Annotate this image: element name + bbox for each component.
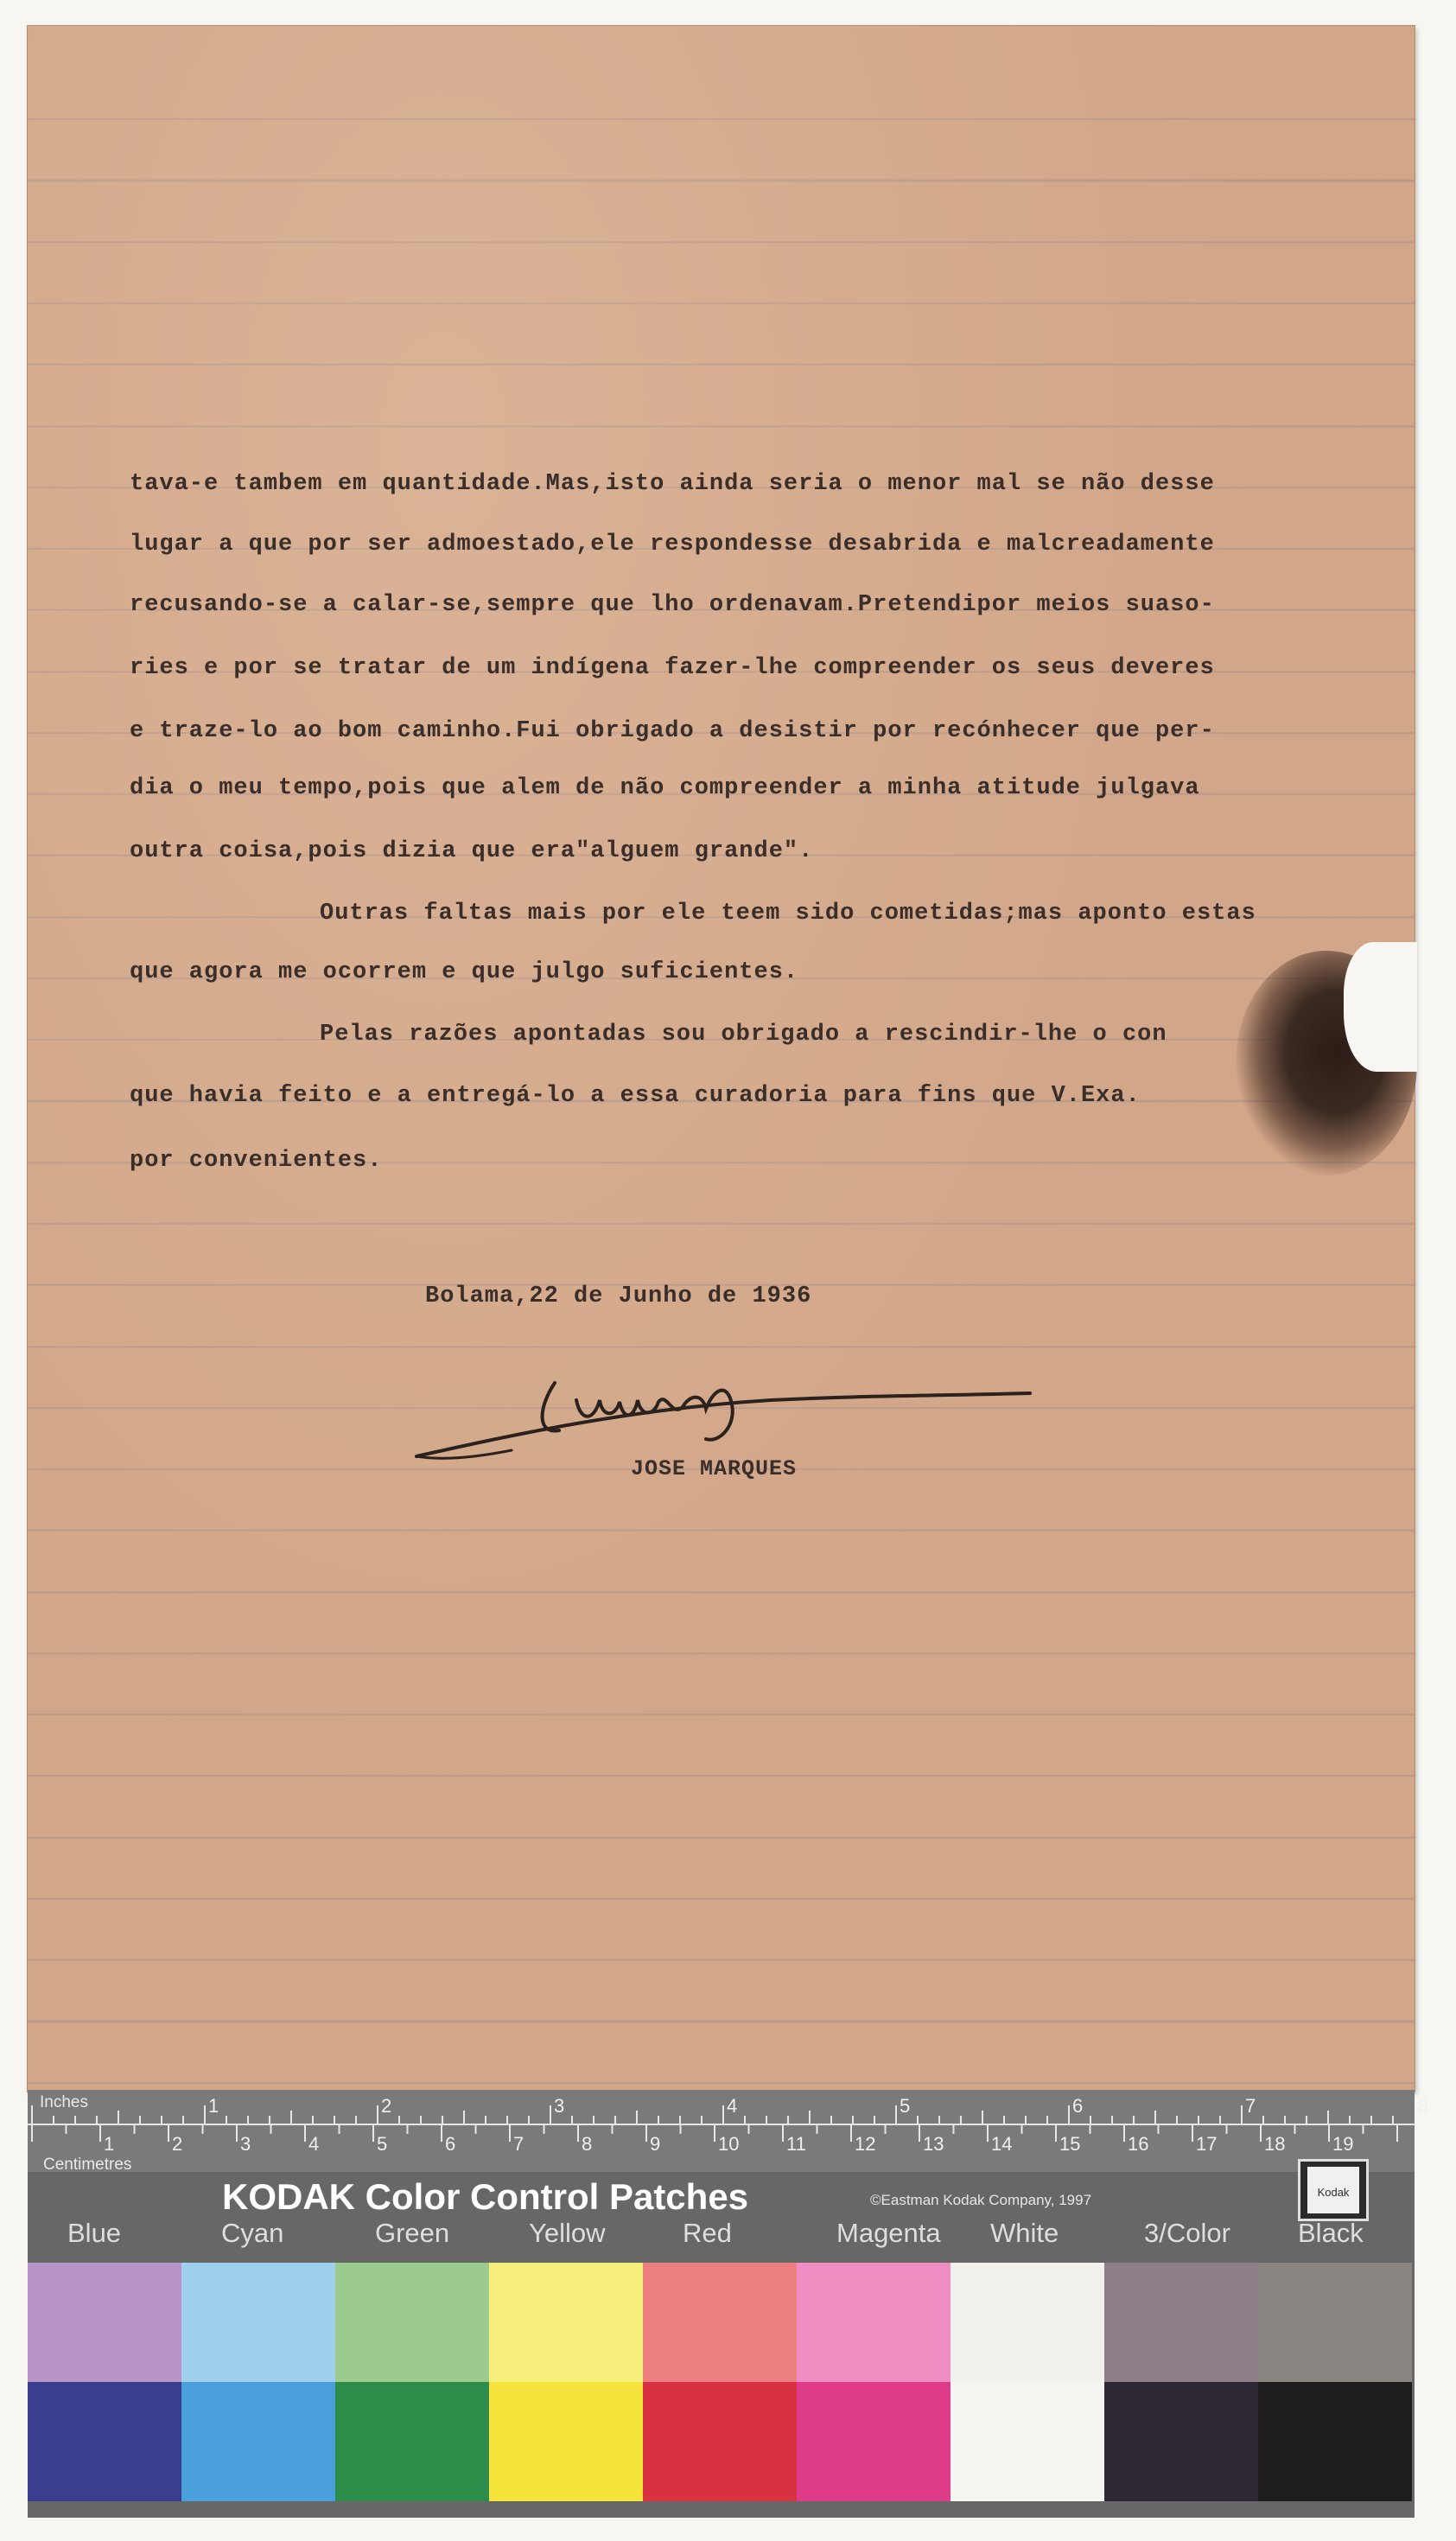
color-patch-top [489,2263,643,2382]
inch-tick-label: 4 [727,2095,738,2117]
copyright-text: ©Eastman Kodak Company, 1997 [870,2192,1092,2208]
cm-tick-label: 10 [718,2133,740,2155]
color-patch-top [951,2263,1104,2382]
color-patch-top [335,2263,489,2382]
inch-tick-label: 3 [554,2095,565,2117]
ruler-cm-label: Centimetres [43,2156,132,2174]
kodak-title: KODAK Color Control Patches [222,2176,749,2217]
letter-line: e traze-lo ao bom caminho.Fui obrigado a desistir por recónhecer que per- [130,718,1215,744]
letter-line: Pelas razões apontadas sou obrigado a rescindir-lhe o con [320,1022,1167,1048]
letter-line: por convenientes. [130,1148,383,1174]
patch-label: Blue [67,2218,122,2248]
color-patch-bottom [797,2382,951,2501]
inch-tick-label: 6 [1072,2095,1084,2117]
color-patch-bottom [335,2382,489,2501]
inch-tick-label: 1 [208,2095,219,2117]
inch-tick-label: 7 [1245,2095,1256,2117]
cm-tick-label: 19 [1332,2133,1354,2155]
cm-tick-label: 18 [1264,2133,1286,2155]
cm-tick-label: 8 [582,2133,593,2155]
place-date: Bolama,22 de Junho de 1936 [425,1283,812,1309]
color-patch-top [181,2263,335,2382]
cm-tick-label: 7 [513,2133,525,2155]
cm-tick-label: 1 [104,2133,115,2155]
color-patch-bottom [489,2382,643,2501]
cm-tick-label: 16 [1128,2133,1149,2155]
patch-label: Green [375,2218,450,2248]
cm-tick-label: 15 [1059,2133,1081,2155]
cm-tick-label: 5 [377,2133,388,2155]
inch-tick-label: 8 [1418,2095,1429,2117]
letter-line: ries e por se tratar de um indígena fazer-lhe compreender os seus deveres [130,655,1215,681]
letter-page [28,26,1415,2092]
color-patch-top [28,2263,181,2382]
color-patch-bottom [951,2382,1104,2501]
cm-tick-label: 9 [650,2133,661,2155]
color-patch-bottom [1104,2382,1258,2501]
letter-line: que agora me ocorrem e que julgo suficientes. [130,959,799,985]
inch-tick-label: 5 [900,2095,911,2117]
color-patch-top [797,2263,951,2382]
signatory-name: JOSE MARQUES [631,1456,798,1481]
cm-tick-label: 3 [240,2133,251,2155]
letter-line: recusando-se a calar-se,sempre que lho ordenavam.Pretendipor meios suaso- [130,592,1215,618]
color-patch-top [643,2263,797,2382]
color-patch-bottom [643,2382,797,2501]
patch-label: 3/Color [1144,2218,1230,2248]
kodak-logo [1298,2159,1369,2221]
paper-hole [1344,942,1417,1072]
letter-line: que havia feito e a entregá-lo a essa curadoria para fins que V.Exa. [130,1083,1141,1109]
ruler-ticks [28,2090,1415,2172]
cm-tick-label: 6 [445,2133,456,2155]
ruler-inches-label: Inches [40,2093,88,2111]
patch-label: Red [683,2218,732,2248]
inch-tick-label: 2 [381,2095,392,2117]
patch-label: Magenta [836,2218,941,2248]
cm-tick-label: 13 [923,2133,944,2155]
cm-tick-label: 2 [172,2133,183,2155]
color-patch-bottom [181,2382,335,2501]
cm-tick-label: 4 [308,2133,320,2155]
cm-tick-label: 14 [991,2133,1013,2155]
color-patch-bottom [28,2382,181,2501]
color-target [28,2090,1429,2518]
color-patch-top [1258,2263,1412,2382]
patch-label: Cyan [221,2218,284,2248]
letter-line: lugar a que por ser admoestado,ele respondesse desabrida e malcreadamente [130,532,1215,557]
cm-tick-label: 12 [855,2133,876,2155]
color-patch-top [1104,2263,1258,2382]
letter-line: tava-e tambem em quantidade.Mas,isto ainda seria o menor mal se não desse [130,471,1215,497]
patch-label: Yellow [529,2218,606,2248]
cm-tick-label: 11 [786,2133,806,2155]
letter-line: dia o meu tempo,pois que alem de não compreender a minha atitude julgava [130,775,1200,801]
kodak-logo-text: Kodak [1317,2186,1350,2199]
patch-label: White [990,2218,1059,2248]
letter-line: outra coisa,pois dizia que era"alguem grande". [130,838,814,864]
ruler [28,2090,1429,2174]
cm-tick-label: 17 [1196,2133,1218,2155]
letter-line: Outras faltas mais por ele teem sido cometidas;mas aponto estas [320,901,1256,927]
color-patch-bottom [1258,2382,1412,2501]
patch-label: Black [1298,2218,1364,2248]
